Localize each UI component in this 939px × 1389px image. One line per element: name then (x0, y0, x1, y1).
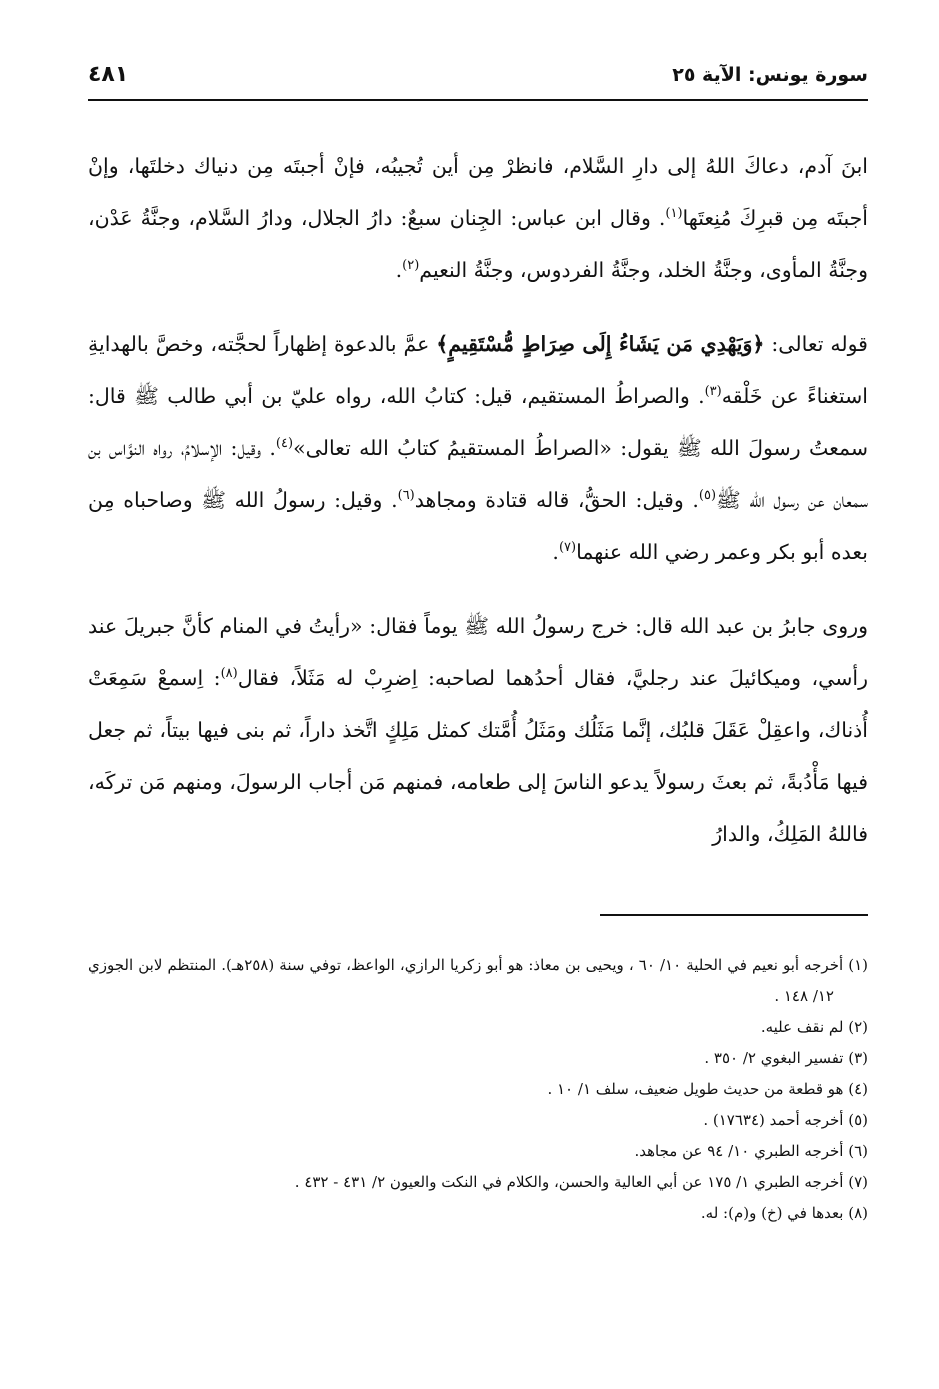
quran-verse: ﴿وَيَهْدِي مَن يَشَاءُ إِلَى صِرَاطٍ مُّسْتَقِيمٍ﴾ (436, 332, 765, 356)
text-run: وروى جابرُ بن عبد الله قال: خرج رسولُ الله ﷺ يوماً فقال: «رأيتُ في المنام كأنَّ جبريلَ عند رأسي، وميكائيلَ عند رجليَّ، فقال أحدُهما لصاحبه: اِضرِبْ له مَثَلاً، فقال (88, 614, 869, 690)
footnote-6: (٦) أخرجه الطبري ١٠/ ٩٤ عن مجاهد. (634, 1142, 868, 1160)
text-run: . (395, 258, 403, 282)
footnote-2: (٢) لم نقف عليه. (760, 1018, 868, 1036)
footnote-ref-7: (٧) (558, 540, 577, 556)
footnotes (88, 950, 868, 1229)
text-run: . وقيل: الحقُّ، قاله قتادة ومجاهد (414, 488, 699, 512)
paragraph-2 (88, 318, 868, 578)
footnote-1: (١) أخرجه أبو نعيم في الحلية ١٠/ ٦٠ ، ويحيى بن معاذ: هو أبو زكريا الرازي، الواعظ، توفي سنة (٢٥٨هـ). المنتظم لابن الجوزي ١٢/ ١٤٨ . (88, 956, 868, 1005)
text-run: . (552, 540, 559, 564)
footnote-3: (٣) تفسير البغوي ٢/ ٣٥٠ . (704, 1049, 868, 1067)
text-run: عمَّ بالدعوة إظهاراً لحجَّته، وخصَّ بالهدايةِ استغناءً عن خَلْقه (88, 332, 868, 408)
footnote-ref-4: (٤) (275, 436, 294, 452)
header-divider (88, 99, 868, 101)
footnote-divider (600, 914, 868, 916)
text-run: . وقال ابن عباس: الجِنان سبعٌ: دارُ الجلال، ودارُ السَّلام، وجنَّةُ عَدْن، وجنَّةُ المأوى، وجنَّةُ الخلد، وجنَّةُ الفردوس، وجنَّةُ النعيم (88, 206, 868, 282)
footnote-ref-1: (١) (665, 206, 683, 222)
text-run: ابنَ آدم، دعاكَ اللهُ إلى دارِ السَّلام، فانظرْ مِن أين تُجيبُه، فإنْ أجبتَه مِن دنياك دخلتَها، وإنْ أجبتَه مِن قبرِكَ مُنِعتَها (88, 154, 868, 230)
footnote-ref-5: (٥) (698, 488, 717, 504)
footnote-ref-2: (٢) (402, 258, 420, 274)
main-text (88, 140, 868, 882)
page-number: ٤٨١ (88, 62, 129, 87)
footnote-8: (٨) بعدها في (خ) و(م): له. (700, 1204, 868, 1222)
footnote-4: (٤) هو قطعة من حديث طويل ضعيف، سلف ١/ ١٠ . (547, 1080, 868, 1098)
footnote-7: (٧) أخرجه الطبري ١/ ١٧٥ عن أبي العالية والحسن، والكلام في النكت والعيون ٢/ ٤٣١ - ٤٣٢ . (294, 1173, 868, 1191)
text-run: . والصراطُ المستقيم، قيل: كتابُ الله، رواه عليّ بن أبي طالب ﷺ قال: سمعتُ رسولَ الله ﷺ يقول: «الصراطُ المستقيمُ كتابُ الله تعالى» (88, 384, 868, 460)
paragraph-1 (88, 140, 868, 296)
paragraph-3 (88, 600, 868, 860)
text-run: . وقيل: الإسلامُ، رواه النوَّاس بن سمعان عن رسول الله ﷺ (88, 436, 869, 512)
text-run: . وقيل: رسولُ الله ﷺ وصاحباه مِن بعده أبو بكر وعمر رضي الله عنهما (88, 488, 868, 564)
footnote-ref-3: (٣) (704, 384, 722, 400)
text-run: قوله تعالى: (764, 332, 868, 356)
running-title: سورة يونس: الآية ٢٥ (672, 64, 868, 86)
page-header (88, 62, 868, 102)
footnote-5: (٥) أخرجه أحمد (١٧٦٣٤) . (703, 1111, 868, 1129)
text-run: : اِسمعْ سَمِعَتْ أُذناك، واعقِلْ عَقَلَ قلبُك، إنَّما مَثَلُك ومَثَلُ أُمَّتك كمثل مَلِكٍ اتَّخذ داراً، ثم بنى فيها بيتاً، ثم جعل فيها مَأْدُبةً، ثم بعثَ رسولاً يدعو الناسَ إلى طعامه، فمنهم مَن أجاب الرسولَ، ومنهم مَن تركَه، فاللهُ المَلِكُ، والدارُ (88, 666, 868, 846)
footnote-ref-8: (٨) (220, 666, 238, 682)
footnote-ref-6: (٦) (397, 488, 415, 504)
